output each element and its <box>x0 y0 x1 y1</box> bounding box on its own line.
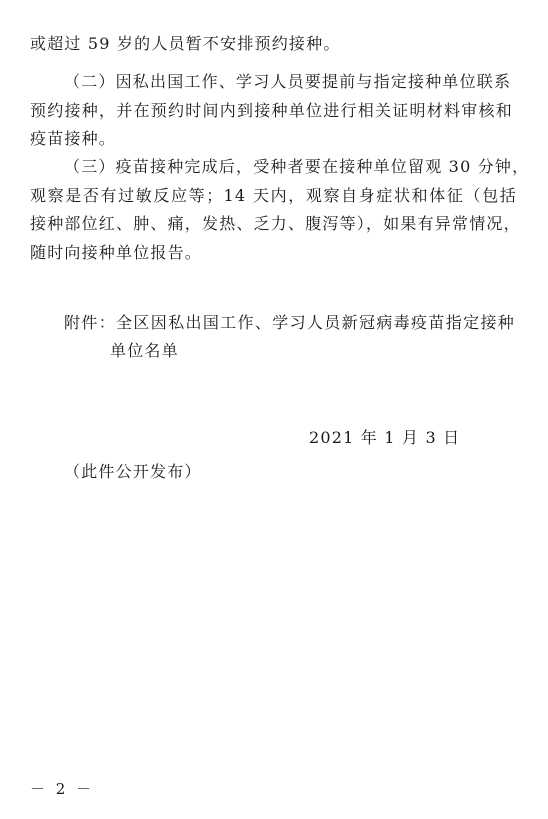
paragraph-2-line-1: （二）因私出国工作、学习人员要提前与指定接种单位联系 <box>64 72 512 91</box>
paragraph-2-line-3: 疫苗接种。 <box>30 129 117 148</box>
paragraph-3-line-1: （三）疫苗接种完成后，受种者要在接种单位留观 30 分钟， <box>64 157 530 176</box>
page-number: － 2 － <box>30 780 95 798</box>
paragraph-2-line-2: 预约接种，并在预约时间内到接种单位进行相关证明材料审核和 <box>30 101 513 120</box>
attachment-line-2: 单位名单 <box>110 341 179 360</box>
public-release-notice: （此件公开发布） <box>64 462 202 481</box>
paragraph-1-line-1: 或超过 59 岁的人员暂不安排预约接种。 <box>30 34 341 53</box>
paragraph-3-line-4: 随时向接种单位报告。 <box>30 243 203 262</box>
paragraph-3-line-2: 观察是否有过敏反应等；14 天内，观察自身症状和体征（包括 <box>30 186 517 205</box>
attachment-line-1: 附件：全区因私出国工作、学习人员新冠病毒疫苗指定接种 <box>64 313 515 332</box>
paragraph-3-line-3: 接种部位红、肿、痛，发热、乏力、腹泻等），如果有异常情况， <box>30 214 521 233</box>
document-date: 2021 年 1 月 3 日 <box>309 428 461 447</box>
